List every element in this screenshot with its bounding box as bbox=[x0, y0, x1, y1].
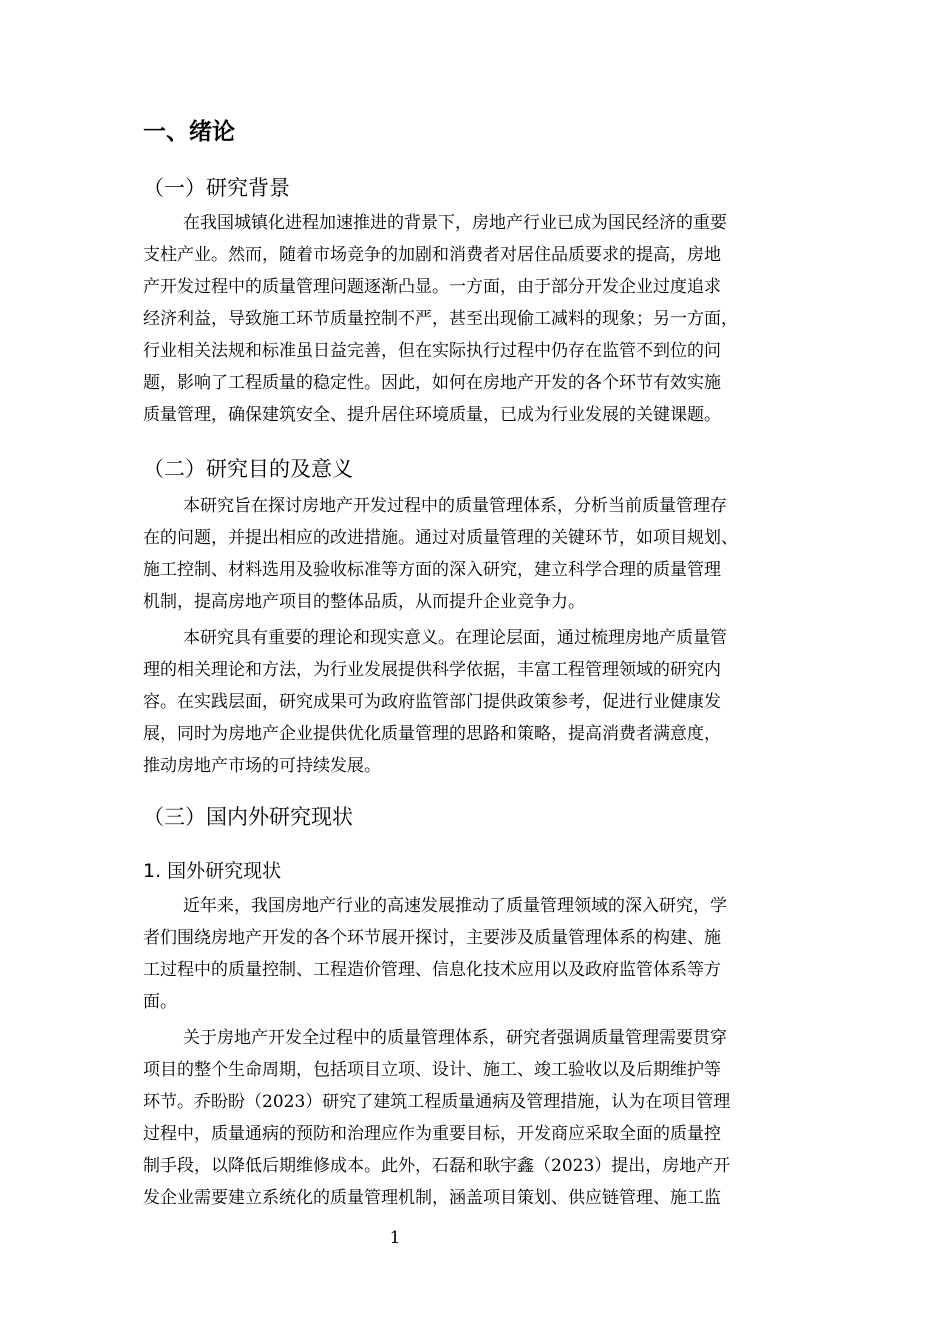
paragraph-line: 容。在实践层面，研究成果可为政府监管部门提供政策参考，促进行业健康发 bbox=[143, 692, 721, 712]
section-title-research-status: （三）国内外研究现状 bbox=[143, 805, 353, 829]
paragraph-line: 制手段，以降低后期维修成本。此外，石磊和耿宇鑫（2023）提出，房地产开 bbox=[143, 1156, 731, 1176]
paragraph-line: 支柱产业。然而，随着市场竞争的加剧和消费者对居住品质要求的提高，房地 bbox=[143, 245, 721, 265]
paragraph-line: 者们围绕房地产开发的各个环节展开探讨，主要涉及质量管理体系的构建、施 bbox=[143, 928, 721, 948]
paragraph-significance bbox=[143, 622, 807, 782]
paragraph-line: 近年来，我国房地产行业的高速发展推动了质量管理领域的深入研究，学 bbox=[183, 896, 727, 916]
paragraph-line: 质量管理，确保建筑安全、提升居住环境质量，已成为行业发展的关键课题。 bbox=[143, 405, 721, 425]
paragraph-line: 面。 bbox=[143, 992, 177, 1012]
section-title-background: （一）研究背景 bbox=[143, 176, 290, 200]
paragraph-line: 本研究具有重要的理论和现实意义。在理论层面，通过梳理房地产质量管 bbox=[183, 628, 727, 648]
paragraph-line: 在我国城镇化进程加速推进的背景下，房地产行业已成为国民经济的重要 bbox=[183, 213, 727, 233]
paragraph-purpose bbox=[143, 490, 807, 618]
paragraph-line: 在的问题，并提出相应的改进措施。通过对质量管理的关键环节，如项目规划、 bbox=[143, 528, 738, 548]
paragraph-line: 发企业需要建立系统化的质量管理机制，涵盖项目策划、供应链管理、施工监 bbox=[143, 1188, 721, 1208]
paragraph-line: 过程中，质量通病的预防和治理应作为重要目标，开发商应采取全面的质量控 bbox=[143, 1124, 721, 1144]
paragraph-recent-research bbox=[143, 890, 807, 1018]
paragraph-quality-system bbox=[143, 1022, 807, 1214]
paragraph-line: 施工控制、材料选用及验收标准等方面的深入研究，建立科学合理的质量管理 bbox=[143, 560, 721, 580]
paragraph-line: 理的相关理论和方法，为行业发展提供科学依据，丰富工程管理领域的研究内 bbox=[143, 660, 721, 680]
paragraph-line: 项目的整个生命周期，包括项目立项、设计、施工、竣工验收以及后期维护等 bbox=[143, 1060, 721, 1080]
paragraph-background bbox=[143, 207, 807, 431]
paragraph-line: 机制，提高房地产项目的整体品质，从而提升企业竞争力。 bbox=[143, 592, 585, 612]
section-title-purpose: （二）研究目的及意义 bbox=[143, 457, 353, 481]
paragraph-line: 题，影响了工程质量的稳定性。因此，如何在房地产开发的各个环节有效实施 bbox=[143, 373, 721, 393]
paragraph-line: 产开发过程中的质量管理问题逐渐凸显。一方面，由于部分开发企业过度追求 bbox=[143, 277, 721, 297]
paragraph-line: 环节。乔盼盼（2023）研究了建筑工程质量通病及管理措施，认为在项目管理 bbox=[143, 1092, 731, 1112]
paragraph-line: 展，同时为房地产企业提供优化质量管理的思路和策略，提高消费者满意度， bbox=[143, 724, 721, 744]
chapter-title: 一、绪论 bbox=[143, 119, 235, 145]
subsection-title-foreign: 1. 国外研究现状 bbox=[143, 860, 282, 882]
paragraph-line: 推动房地产市场的可持续发展。 bbox=[143, 756, 381, 776]
paragraph-line: 行业相关法规和标准虽日益完善，但在实际执行过程中仍存在监管不到位的问 bbox=[143, 341, 721, 361]
paragraph-line: 本研究旨在探讨房地产开发过程中的质量管理体系，分析当前质量管理存 bbox=[183, 496, 727, 516]
paragraph-line: 工过程中的质量控制、工程造价管理、信息化技术应用以及政府监管体系等方 bbox=[143, 960, 721, 980]
paragraph-line: 关于房地产开发全过程中的质量管理体系，研究者强调质量管理需要贯穿 bbox=[183, 1028, 727, 1048]
page-number: 1 bbox=[389, 1228, 401, 1248]
paragraph-line: 经济利益，导致施工环节质量控制不严，甚至出现偷工减料的现象；另一方面， bbox=[143, 309, 738, 329]
